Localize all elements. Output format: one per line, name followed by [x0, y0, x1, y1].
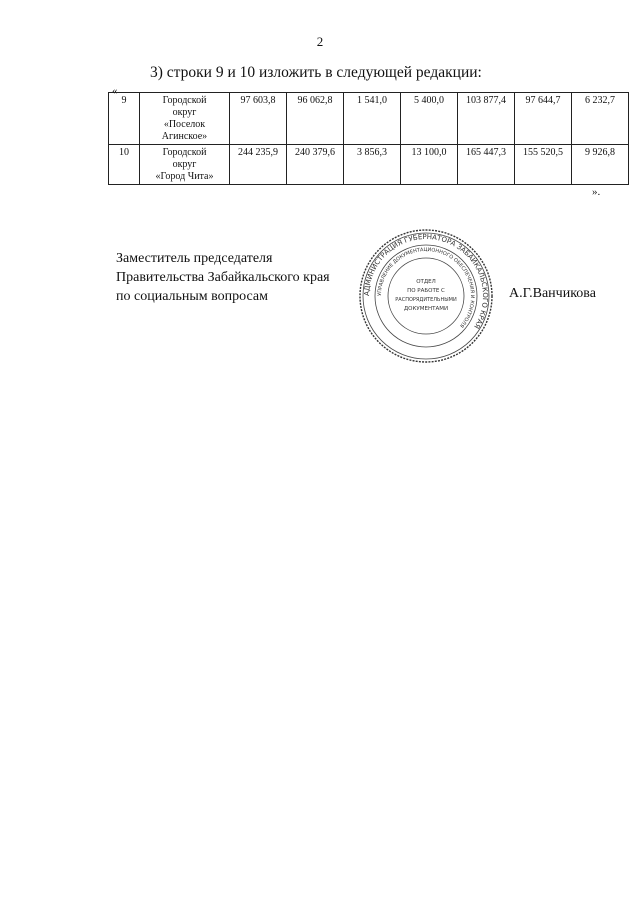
- municipality-line: округ: [172, 159, 197, 170]
- municipality-cell: [140, 145, 230, 185]
- opening-quote: «: [112, 85, 118, 97]
- value-cell: 240 379,6: [287, 145, 344, 185]
- row-number-cell: 9: [109, 93, 140, 145]
- page-number: 2: [316, 34, 324, 49]
- signatory-title: [116, 249, 330, 306]
- value-cell: 97 644,7: [515, 93, 572, 145]
- signatory-name: А.Г.Ванчикова: [509, 286, 596, 301]
- value-cell: 97 603,8: [230, 93, 287, 145]
- stamp-outer-text: АДМИНИСТРАЦИЯ ГУБЕРНАТОРА ЗАБАЙКАЛЬСКОГО КРАЯ: [362, 232, 490, 331]
- municipality-line: «Город Чита»: [155, 171, 214, 182]
- amendment-heading: 3) строки 9 и 10 изложить в следующей редакции:: [150, 64, 482, 81]
- row-number-cell: 10: [109, 145, 140, 185]
- municipality-line: «Поселок: [163, 119, 206, 130]
- municipality-cell: [140, 93, 230, 145]
- value-cell: 96 062,8: [287, 93, 344, 145]
- stamp-center-line: ДОКУМЕНТАМИ: [403, 306, 449, 312]
- municipality-line: Городской: [162, 147, 207, 158]
- value-cell: 244 235,9: [230, 145, 287, 185]
- value-cell: 165 447,3: [458, 145, 515, 185]
- stamp-inner-text: УПРАВЛЕНИЕ ДОКУМЕНТАЦИОННОГО ОБЕСПЕЧЕНИЯ И КОНТРОЛЯ: [376, 246, 476, 329]
- value-cell: 103 877,4: [458, 93, 515, 145]
- municipality-line: Агинское»: [161, 131, 208, 142]
- stamp-center-line: ОТДЕЛ: [416, 279, 436, 285]
- signatory-title-line: Правительства Забайкальского края: [116, 270, 330, 285]
- value-cell: 13 100,0: [401, 145, 458, 185]
- signatory-title-line: Заместитель председателя: [116, 251, 273, 266]
- table-row-10: [109, 145, 629, 185]
- value-cell: 9 926,8: [572, 145, 629, 185]
- signatory-title-line: по социальным вопросам: [116, 289, 268, 304]
- closing-quote: ».: [592, 186, 601, 198]
- value-cell: 155 520,5: [515, 145, 572, 185]
- value-cell: 6 232,7: [572, 93, 629, 145]
- table-row-9: [109, 93, 629, 145]
- municipality-line: Городской: [162, 95, 207, 106]
- stamp-center-line: ПО РАБОТЕ С: [407, 288, 445, 294]
- stamp-center-line: РАСПОРЯДИТЕЛЬНЫМИ: [395, 297, 457, 303]
- municipality-line: округ: [172, 107, 197, 118]
- value-cell: 5 400,0: [401, 93, 458, 145]
- value-cell: 3 856,3: [344, 145, 401, 185]
- value-cell: 1 541,0: [344, 93, 401, 145]
- official-stamp: [357, 227, 495, 365]
- amendment-table: [108, 92, 629, 185]
